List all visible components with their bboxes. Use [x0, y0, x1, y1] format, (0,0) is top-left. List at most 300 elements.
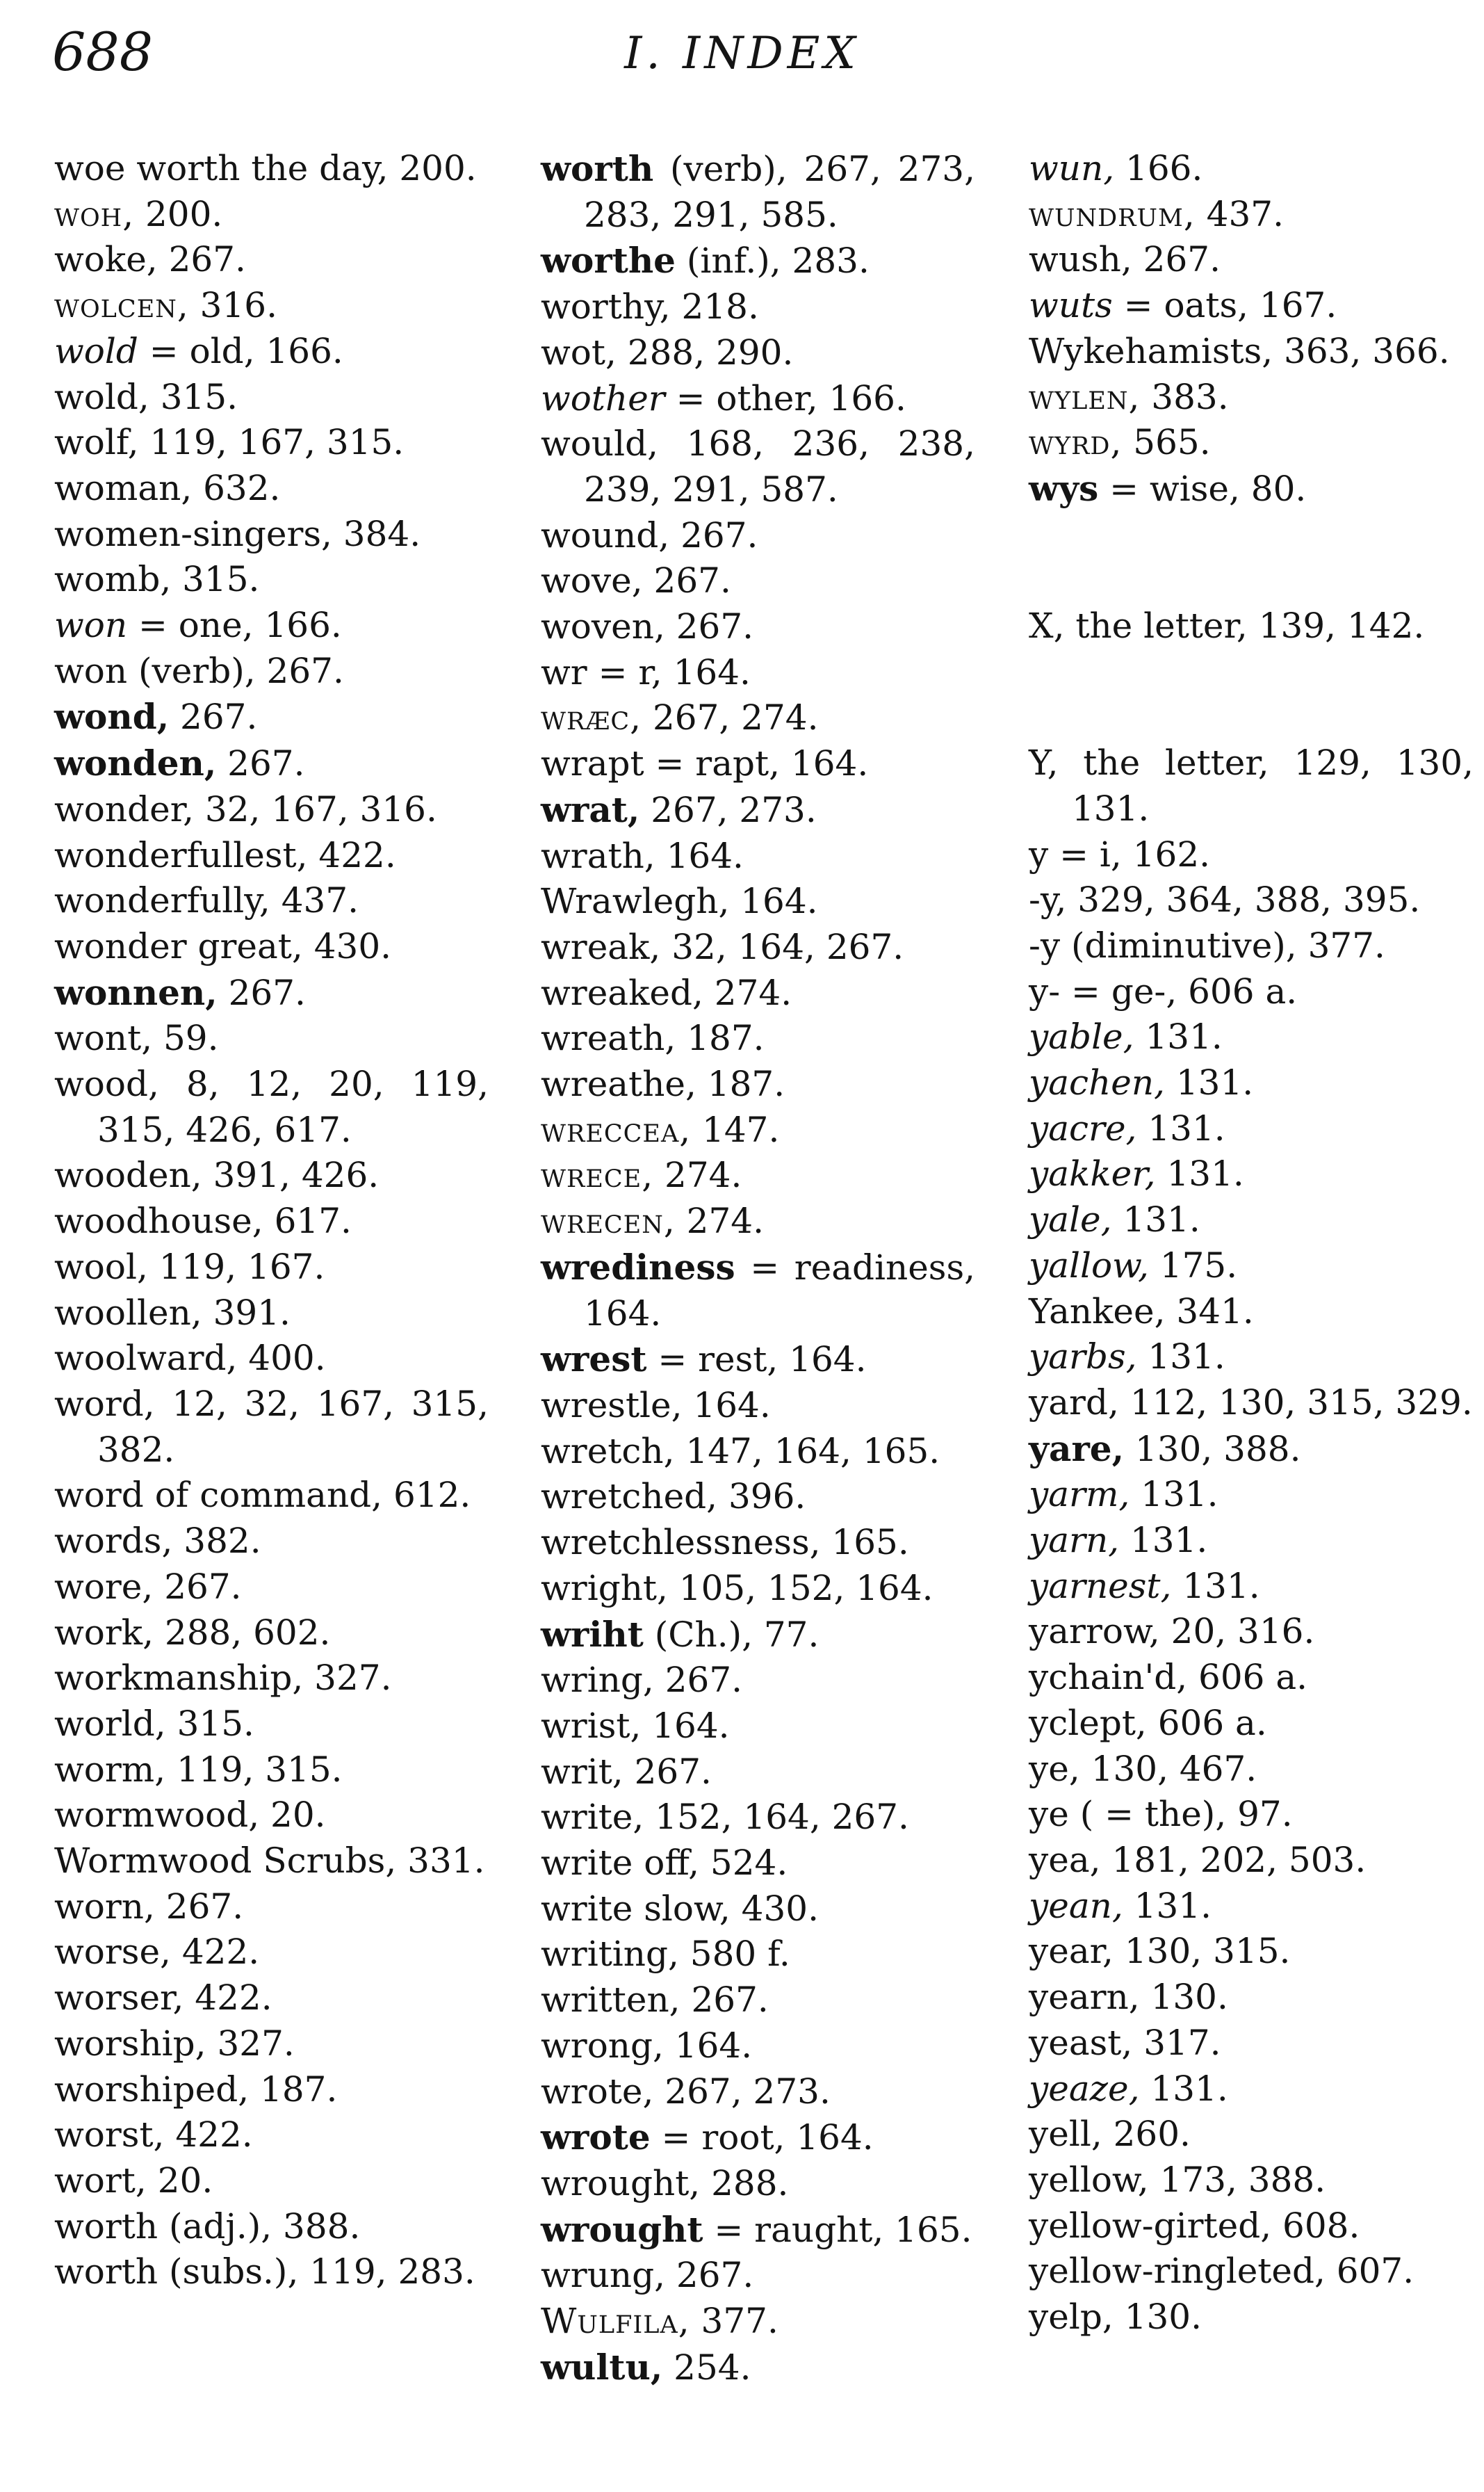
index-references: 130, 315. — [1113, 1931, 1291, 1972]
index-headword: wold, — [54, 376, 149, 417]
index-references: 274. — [703, 972, 792, 1013]
index-references: 565. — [1122, 422, 1211, 463]
index-references: 131. — [1155, 1154, 1244, 1195]
index-entry — [54, 1519, 489, 1564]
index-entry — [541, 513, 975, 559]
index-headword: wormwood, — [54, 1795, 260, 1836]
index-references: 119, 167. — [147, 1246, 325, 1287]
index-references: 20, 316. — [1159, 1611, 1315, 1652]
index-entry — [54, 512, 489, 558]
index-entry — [54, 649, 489, 695]
index-references: 164. — [729, 881, 818, 922]
index-headword: won — [54, 605, 128, 646]
index-references: 166. — [1114, 148, 1203, 188]
index-entry — [1029, 1929, 1474, 1975]
index-headword: yakker, — [1029, 1154, 1156, 1195]
index-headword: women-singers, — [54, 513, 332, 554]
index-entry — [541, 741, 975, 787]
index-entry — [1029, 1060, 1474, 1106]
index-entry — [54, 1564, 489, 1610]
index-headword: write off, — [541, 1843, 700, 1884]
index-entry — [1029, 1701, 1474, 1747]
index-references: 267. — [157, 239, 246, 280]
index-references: 20. — [146, 2160, 213, 2201]
index-headword: woh, — [54, 193, 135, 234]
index-headword: wool, — [54, 1246, 148, 1287]
index-references: 315. — [149, 376, 238, 417]
index-headword: wylen, — [1029, 376, 1141, 417]
index-entry — [54, 420, 489, 466]
index-headword: yarnest, — [1029, 1565, 1172, 1606]
index-references: 606 a. — [1146, 1702, 1267, 1743]
index-references: 580 f. — [678, 1934, 790, 1975]
index-column-2 — [541, 146, 975, 2390]
index-references: 288, 602. — [154, 1612, 331, 1653]
index-references: 130, 388. — [1124, 1428, 1301, 1469]
index-references: 422. — [164, 2114, 253, 2155]
index-headword: yea, — [1029, 1839, 1101, 1880]
index-headword: wrecen, — [541, 1201, 676, 1242]
index-headword: wooden, — [54, 1155, 202, 1196]
index-entry — [54, 2067, 489, 2113]
index-entry — [1029, 2066, 1474, 2112]
index-references: = wise, 80. — [1098, 468, 1307, 509]
index-references: 267. — [669, 515, 758, 556]
index-entry — [541, 238, 975, 284]
index-references: 267, 273. — [639, 789, 817, 830]
index-headword: writ, — [541, 1751, 623, 1792]
index-headword: writing, — [541, 1934, 679, 1975]
index-entry — [1029, 1243, 1474, 1289]
index-entry — [54, 1016, 489, 1062]
index-headword: wother — [541, 378, 665, 419]
index-references: (inf.), 283. — [676, 241, 870, 282]
index-headword: worn, — [54, 1886, 155, 1927]
index-headword: -y, — [1029, 880, 1067, 921]
index-references: 32, 164, 267. — [660, 926, 904, 967]
index-headword: wrung, — [541, 2255, 666, 2296]
index-entry — [1029, 2158, 1474, 2203]
index-headword: wultu, — [541, 2346, 663, 2388]
index-headword: wreccea, — [541, 1109, 692, 1150]
index-references: 105, 152, 164. — [667, 1567, 933, 1608]
index-references: 112, 130, 315, 329. — [1118, 1382, 1473, 1423]
index-headword: yellow-ringleted, — [1029, 2251, 1326, 2292]
index-entry — [54, 1747, 489, 1793]
index-entry — [54, 1199, 489, 1245]
index-references: 267. — [169, 697, 258, 738]
index-entry — [1029, 1564, 1474, 1610]
index-references: 617. — [263, 1201, 352, 1242]
index-entry — [54, 2204, 489, 2250]
index-entry — [1029, 741, 1474, 832]
index-entry — [541, 1932, 975, 1977]
index-headword: wreath, — [541, 1018, 676, 1059]
index-entry — [54, 283, 489, 329]
index-entry — [541, 2345, 975, 2391]
index-entry — [541, 1704, 975, 1749]
index-references: 363, 366. — [1273, 330, 1450, 371]
index-entry — [541, 376, 975, 422]
index-headword: woolward, — [54, 1338, 238, 1379]
index-references: 331. — [396, 1840, 485, 1882]
index-entry — [541, 1383, 975, 1429]
index-references: 383. — [1140, 376, 1229, 417]
index-entry — [1029, 1747, 1474, 1793]
index-headword: yelp, — [1029, 2297, 1114, 2338]
index-references: 200. — [134, 193, 223, 234]
index-references: 400. — [237, 1338, 326, 1379]
index-references: 139, 142. — [1247, 606, 1425, 647]
index-references: 187. — [696, 1064, 785, 1105]
index-entry — [1029, 2021, 1474, 2066]
index-headword: wys — [1029, 467, 1099, 509]
index-entry — [54, 1336, 489, 1382]
index-headword: wonderfully, — [54, 880, 270, 921]
index-references: 131. — [1136, 1108, 1225, 1149]
index-entry — [541, 330, 975, 376]
index-references: 612. — [382, 1475, 471, 1516]
index-entry — [541, 421, 975, 512]
index-entry — [541, 925, 975, 971]
index-references: 130. — [1139, 1977, 1228, 2018]
index-references: 430. — [730, 1888, 820, 1929]
index-headword: yellow-girted, — [1029, 2205, 1272, 2246]
index-references: 267. — [664, 606, 754, 647]
index-headword: wot, — [541, 332, 617, 373]
index-headword: yare, — [1029, 1427, 1125, 1469]
index-headword: wun, — [1029, 148, 1115, 188]
index-references: 288, 290. — [616, 332, 794, 373]
index-references: = other, 166. — [664, 378, 906, 419]
index-headword: yard, — [1029, 1382, 1119, 1423]
index-references: 254. — [662, 2347, 751, 2388]
index-headword: wonderfullest, — [54, 834, 308, 875]
index-headword: yean, — [1029, 1885, 1123, 1926]
index-entry — [541, 1153, 975, 1199]
index-headword: wrest — [541, 1338, 647, 1380]
index-headword: ychain'd, — [1029, 1657, 1188, 1698]
index-references: 131. — [1123, 1885, 1212, 1926]
index-headword: yearn, — [1029, 1977, 1140, 2018]
index-references: 632. — [192, 467, 281, 508]
index-headword: Y, the letter, — [1029, 743, 1269, 784]
index-headword: word, — [54, 1383, 155, 1424]
index-references: 422. — [170, 1932, 260, 1973]
index-headword: wr — [541, 652, 587, 693]
index-references: 607. — [1325, 2251, 1414, 2292]
index-references: 267. — [153, 1566, 242, 1607]
index-entry — [541, 971, 975, 1017]
index-references: 260. — [1102, 2114, 1191, 2155]
index-references: 606 a. — [1187, 1657, 1308, 1698]
index-references: 608. — [1271, 2205, 1360, 2246]
index-references: 267. — [665, 2255, 754, 2296]
index-entry — [541, 146, 975, 238]
index-entry — [541, 1245, 975, 1336]
index-entry — [54, 2158, 489, 2204]
index-entry — [541, 2114, 975, 2161]
index-headword: y — [1029, 834, 1049, 875]
index-entry — [1029, 604, 1474, 649]
index-entry — [541, 787, 975, 834]
index-headword: work, — [54, 1612, 154, 1653]
index-references: 187. — [676, 1018, 765, 1059]
index-headword: year, — [1029, 1931, 1114, 1972]
index-entry — [1029, 1197, 1474, 1243]
index-entry — [541, 1658, 975, 1704]
index-entry — [541, 1795, 975, 1840]
index-entry — [541, 1108, 975, 1154]
index-entry — [54, 1793, 489, 1838]
index-entry — [54, 1062, 489, 1153]
index-references: 164. — [641, 1705, 730, 1746]
index-references: 288. — [700, 2162, 789, 2203]
index-entry — [54, 1153, 489, 1199]
index-references: 175. — [1148, 1245, 1238, 1286]
index-entry — [541, 558, 975, 604]
index-headword: worth — [541, 148, 654, 189]
index-entry — [1029, 1518, 1474, 1564]
index-references: (subs.), 119, 283. — [158, 2251, 475, 2292]
index-references: 59. — [152, 1018, 219, 1059]
index-entry — [1029, 2249, 1474, 2295]
index-headword: woven, — [541, 606, 665, 647]
index-entry — [541, 1566, 975, 1612]
index-headword: yarbs, — [1029, 1336, 1137, 1377]
index-entry — [541, 284, 975, 330]
index-references: 131. — [1136, 1336, 1225, 1377]
index-references: 267. — [217, 972, 306, 1013]
index-entry — [54, 833, 489, 879]
index-references: 341. — [1165, 1290, 1254, 1332]
index-entry — [541, 1840, 975, 1886]
index-references: 119, 315. — [165, 1749, 343, 1790]
index-references: 267, 274. — [642, 697, 819, 738]
index-headword: Wrawlegh, — [541, 881, 730, 922]
index-references: 131. — [1171, 1565, 1260, 1606]
index-references: = one, 166. — [127, 605, 342, 646]
index-headword: yale, — [1029, 1199, 1112, 1240]
index-references: (adj.), 388. — [158, 2206, 361, 2247]
index-entry — [54, 237, 489, 283]
index-headword: wrought — [541, 2208, 703, 2250]
index-headword: yeaze, — [1029, 2068, 1140, 2109]
index-headword: womb, — [54, 559, 172, 600]
index-references: = i, 162. — [1048, 834, 1211, 875]
index-headword: yell, — [1029, 2114, 1102, 2155]
index-entry — [54, 2112, 489, 2158]
index-entry — [1029, 1609, 1474, 1655]
index-references: 267. — [680, 1980, 769, 2021]
index-references: = readiness, 164. — [584, 1247, 975, 1334]
index-headword: yable, — [1029, 1017, 1134, 1058]
index-headword: wonder great, — [54, 925, 303, 966]
index-references: 12, 32, 167, 315, 382. — [97, 1383, 489, 1470]
index-references: 391. — [202, 1292, 291, 1333]
running-head: I. INDEX — [624, 28, 860, 79]
index-references: 437. — [1195, 193, 1284, 234]
index-column-1 — [54, 146, 489, 2295]
index-headword: world, — [54, 1703, 166, 1744]
index-entry — [541, 2023, 975, 2069]
index-headword: wrat, — [541, 788, 640, 830]
index-references: 168, 236, 238, 239, 291, 587. — [584, 423, 975, 510]
index-entry — [541, 1062, 975, 1108]
index-entry — [541, 1474, 975, 1520]
index-entry — [1029, 1472, 1474, 1518]
index-headword: wrath, — [541, 835, 655, 876]
index-references: 164. — [682, 1384, 771, 1425]
index-headword: wretchlessness, — [541, 1522, 821, 1563]
index-headword: wreak, — [541, 926, 661, 967]
index-references: = raught, 165. — [703, 2209, 972, 2250]
index-headword: wood, — [54, 1064, 159, 1105]
index-references: = ge-, 606 a. — [1060, 971, 1298, 1012]
index-references: 131. — [1164, 1062, 1254, 1103]
index-headword: wriht — [541, 1613, 644, 1655]
index-entry — [54, 878, 489, 924]
index-entry — [54, 2249, 489, 2295]
index-headword: wrestle, — [541, 1384, 683, 1425]
index-references: 130. — [1113, 2297, 1202, 2338]
index-entry — [1029, 1884, 1474, 1929]
index-entry — [54, 1838, 489, 1884]
index-entry — [1029, 1426, 1474, 1473]
index-headword: Wulfila, — [541, 2301, 690, 2342]
index-entry — [54, 1473, 489, 1519]
index-headword: worser, — [54, 1977, 184, 2018]
index-entry — [54, 146, 489, 192]
index-entry — [1029, 1151, 1474, 1197]
index-entry — [54, 1382, 489, 1473]
index-headword: worthy, — [541, 286, 671, 327]
index-headword: wrote, — [541, 2071, 654, 2112]
index-headword: yclept, — [1029, 1702, 1147, 1743]
index-references: 384. — [332, 513, 421, 554]
index-headword: word of command, — [54, 1475, 383, 1516]
index-entry — [54, 1975, 489, 2021]
index-entry — [54, 694, 489, 741]
index-headword: ye — [1029, 1794, 1069, 1835]
index-headword: wretch, — [541, 1430, 675, 1471]
index-entry — [1029, 1334, 1474, 1380]
index-headword: yallow, — [1029, 1245, 1149, 1286]
index-references: = old, 166. — [138, 330, 343, 371]
index-headword: wrought, — [541, 2162, 701, 2203]
index-references: 147, 164, 165. — [674, 1430, 940, 1471]
index-entry — [1029, 375, 1474, 421]
index-headword: worshiped, — [54, 2069, 250, 2110]
index-references: = oats, 167. — [1112, 285, 1337, 326]
index-entry — [54, 1290, 489, 1336]
index-headword: Wykehamists, — [1029, 330, 1273, 371]
index-references: 377. — [690, 2301, 778, 2342]
index-headword: woodhouse, — [54, 1201, 263, 1242]
index-headword: wretched, — [541, 1476, 718, 1517]
index-entry — [541, 1612, 975, 1658]
index-entry — [1029, 2295, 1474, 2340]
index-entry — [54, 557, 489, 603]
index-references: 391, 426. — [202, 1155, 380, 1196]
index-headword: worth — [54, 2251, 158, 2292]
index-entry — [541, 1429, 975, 1475]
index-entry — [541, 2253, 975, 2299]
index-entry — [54, 329, 489, 375]
index-entry — [541, 1886, 975, 1932]
index-entry — [1029, 2112, 1474, 2158]
index-column-3 — [1029, 146, 1474, 2340]
index-references: 218. — [670, 286, 759, 327]
index-headword: wrist, — [541, 1705, 642, 1746]
index-entry — [54, 1610, 489, 1656]
index-references: 187. — [249, 2069, 338, 2110]
index-references: 181, 202, 503. — [1100, 1839, 1367, 1880]
index-references: = rapt, 164. — [644, 743, 869, 784]
index-headword: wuts — [1029, 285, 1113, 326]
index-entry — [1029, 192, 1474, 238]
index-references: 131. — [1119, 1520, 1208, 1561]
index-headword: wreathe, — [541, 1064, 696, 1105]
index-headword: wræc, — [541, 697, 642, 738]
index-references: (verb), 267. — [127, 650, 344, 691]
index-entry — [541, 879, 975, 925]
index-entry — [541, 1749, 975, 1795]
index-references: 274. — [653, 1155, 742, 1196]
index-references: 119, 167, 315. — [138, 422, 405, 463]
index-entry — [541, 695, 975, 741]
index-headword: wonnen, — [54, 971, 218, 1013]
index-entry — [1029, 923, 1474, 969]
index-references: 327. — [206, 2023, 295, 2064]
index-headword: workmanship, — [54, 1658, 304, 1699]
index-references: ( = the), 97. — [1068, 1794, 1293, 1835]
index-headword: woollen, — [54, 1292, 202, 1333]
index-entry — [1029, 1014, 1474, 1060]
index-entry — [54, 466, 489, 512]
index-headword: wundrum, — [1029, 193, 1196, 234]
index-headword: yarrow, — [1029, 1611, 1160, 1652]
index-entry — [1029, 283, 1474, 329]
index-entry — [54, 787, 489, 833]
index-entry — [541, 834, 975, 880]
index-references: 382. — [172, 1521, 261, 1562]
index-headword: yarm, — [1029, 1474, 1130, 1515]
index-entry — [541, 1199, 975, 1245]
index-entry — [54, 1656, 489, 1701]
index-headword: yeast, — [1029, 2022, 1133, 2063]
index-entry — [1029, 1380, 1474, 1426]
index-headword: woman, — [54, 467, 193, 508]
index-headword: wound, — [541, 515, 670, 556]
index-references: 422. — [184, 1977, 272, 2018]
index-references: 129, 130, 131. — [1072, 743, 1474, 829]
index-references: 315. — [165, 1703, 254, 1744]
index-entry — [54, 375, 489, 421]
index-headword: wore, — [54, 1566, 154, 1607]
index-headword: woke, — [54, 239, 158, 280]
index-references: (diminutive), 377. — [1060, 925, 1385, 966]
index-headword: worse, — [54, 1932, 171, 1973]
index-references: = root, 164. — [650, 2117, 874, 2158]
index-references: (verb), 267, 273, 283, 291, 585. — [584, 149, 975, 235]
index-entry — [541, 650, 975, 696]
index-references: 430. — [302, 925, 392, 966]
index-headword: wond, — [54, 696, 170, 738]
index-references: 422. — [307, 834, 396, 875]
index-entry — [54, 1245, 489, 1290]
index-entry — [1029, 146, 1474, 192]
